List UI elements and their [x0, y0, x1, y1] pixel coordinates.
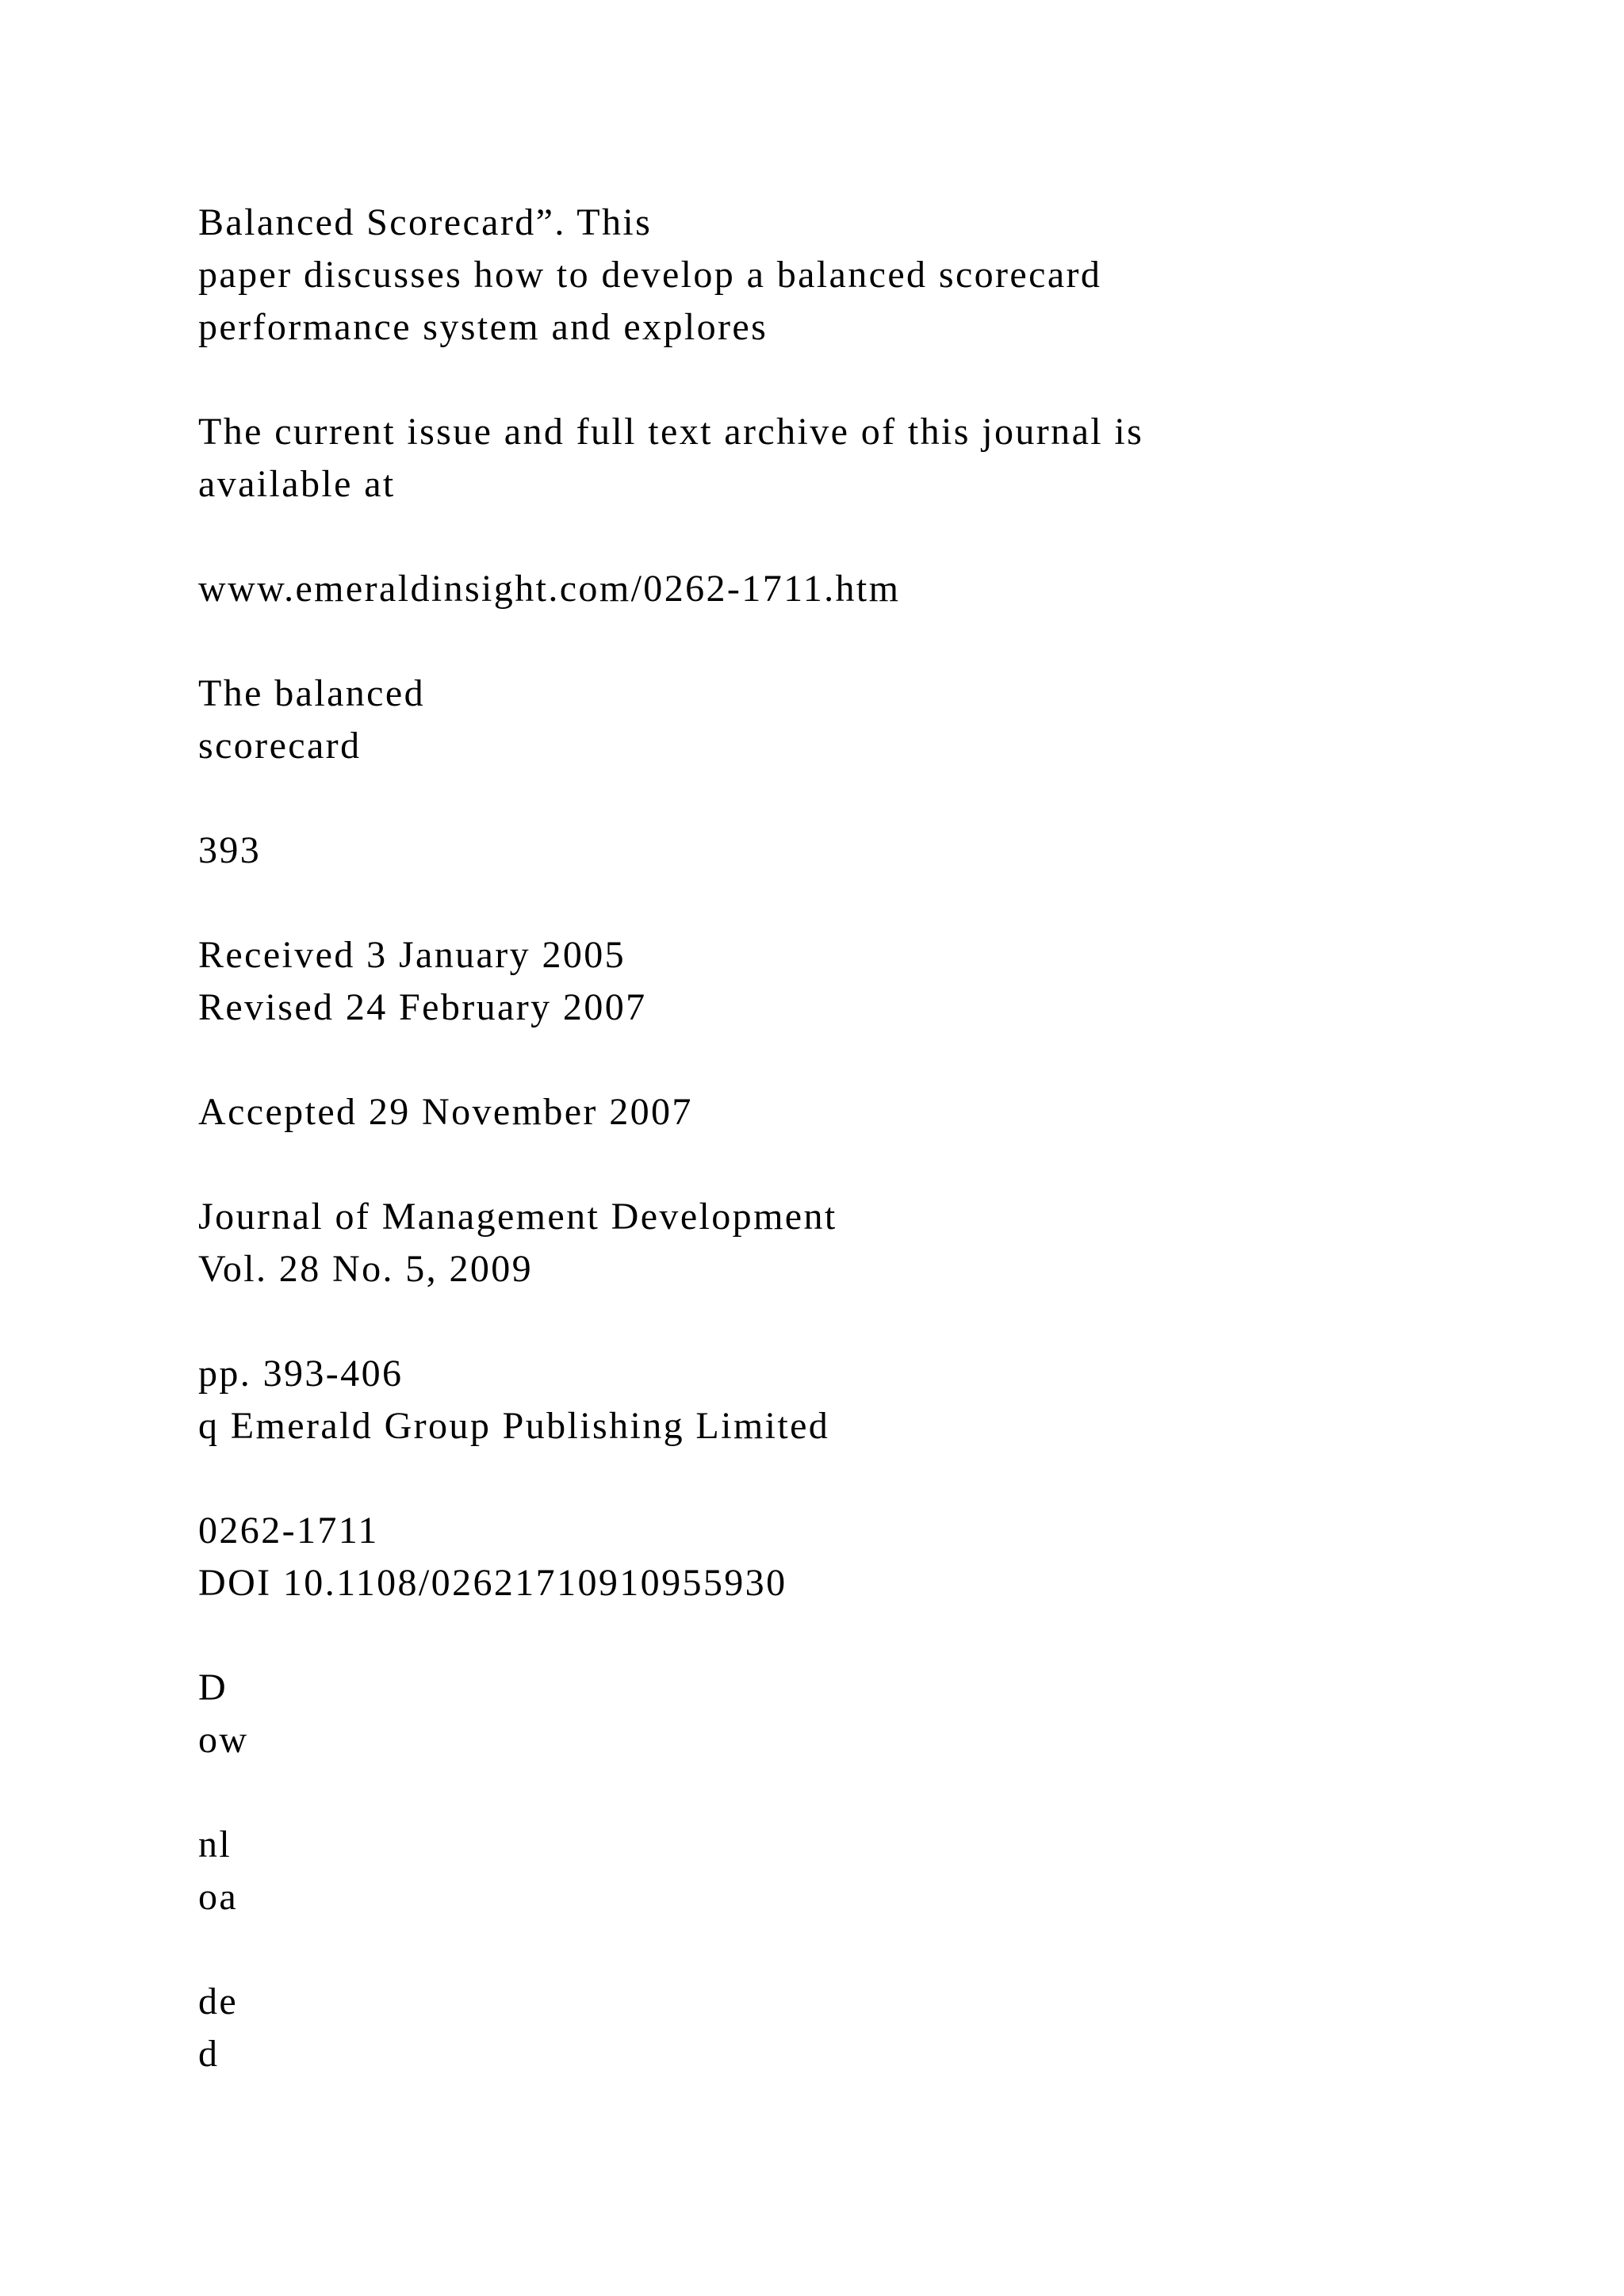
- watermark-fragment: ow: [198, 1719, 249, 1761]
- running-title: The balanced: [198, 672, 425, 714]
- journal-name: Journal of Management Development: [198, 1196, 837, 1238]
- issn: 0262-1711: [198, 1510, 379, 1552]
- publisher: q Emerald Group Publishing Limited: [198, 1405, 830, 1447]
- accepted-date: Accepted 29 November 2007: [198, 1091, 693, 1133]
- running-title: scorecard: [198, 725, 362, 767]
- doi: DOI 10.1108/02621710910955930: [198, 1562, 787, 1604]
- page-number: 393: [198, 829, 262, 871]
- journal-volume: Vol. 28 No. 5, 2009: [198, 1248, 534, 1290]
- watermark-fragment: nl: [198, 1823, 232, 1866]
- watermark-fragment: D: [198, 1667, 228, 1709]
- revised-date: Revised 24 February 2007: [198, 986, 647, 1028]
- received-date: Received 3 January 2005: [198, 934, 626, 976]
- text-line: The current issue and full text archive of this journal is: [198, 411, 1144, 453]
- text-line: available at: [198, 463, 396, 505]
- journal-url: www.emeraldinsight.com/0262-1711.htm: [198, 568, 901, 610]
- text-line: performance system and explores: [198, 306, 768, 348]
- page-range: pp. 393-406: [198, 1353, 404, 1395]
- text-line: paper discusses how to develop a balanced scorecard: [198, 254, 1102, 296]
- text-line: Balanced Scorecard”. This: [198, 201, 653, 243]
- watermark-fragment: de: [198, 1980, 239, 2022]
- watermark-fragment: d: [198, 2033, 220, 2075]
- watermark-fragment: oa: [198, 1876, 239, 1918]
